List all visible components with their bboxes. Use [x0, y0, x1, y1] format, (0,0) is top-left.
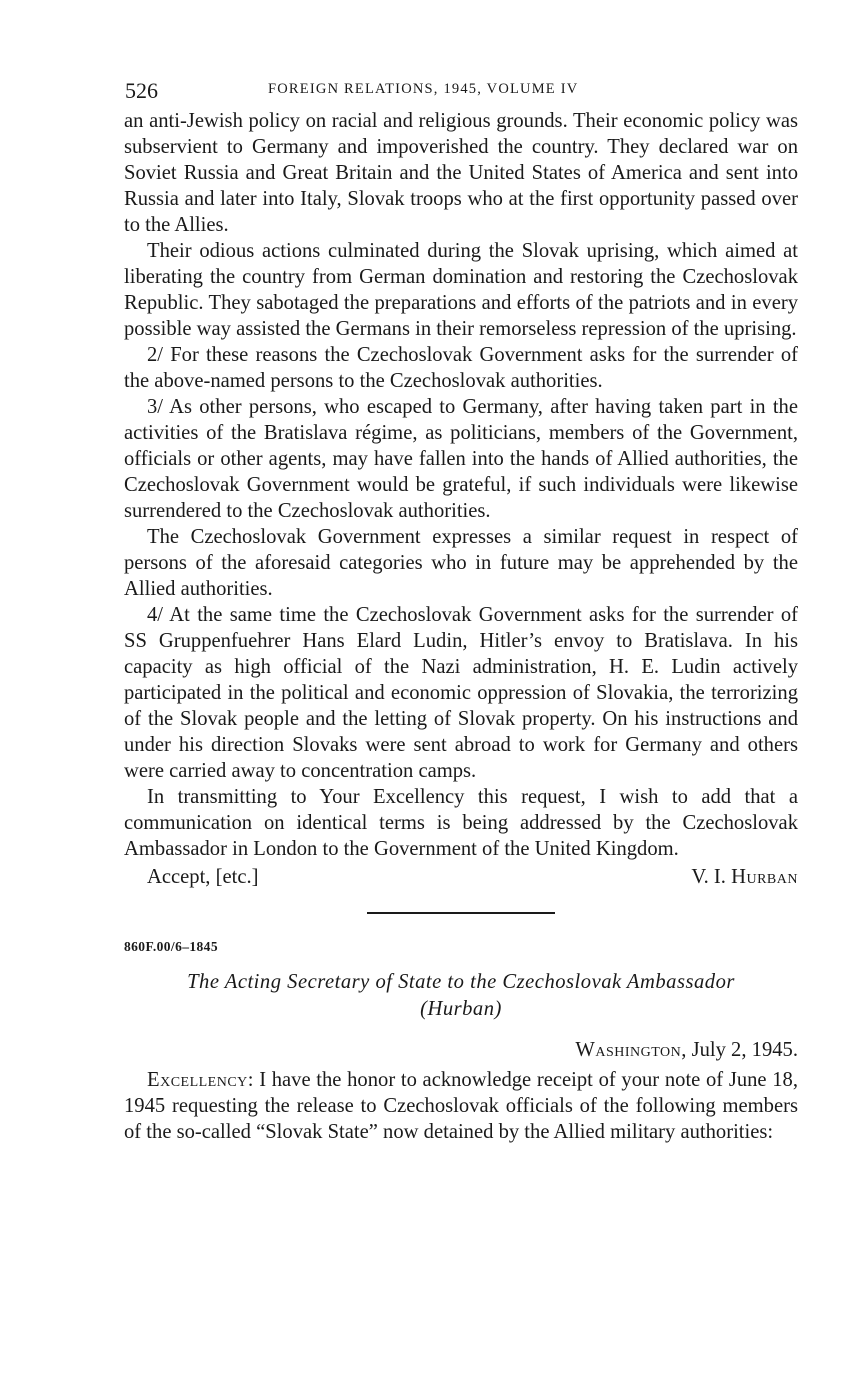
heading-line: (Hurban) — [420, 998, 502, 1020]
document-page — [124, 72, 798, 1145]
running-title: FOREIGN RELATIONS, 1945, VOLUME IV — [268, 81, 579, 97]
paragraph: In transmitting to Your Excellency this request, I wish to add that a communication on identical terms is being addressed by the Czechoslovak Ambassador in London to the Government of the United Kingdom. — [124, 786, 798, 860]
running-header — [124, 72, 798, 108]
paragraph: 3/ As other persons, who escaped to Germany, after having taken part in the activities of the Bratislava régime, as politicians, members of the Government, officials or other agents, may have fallen into the hands of Allied authorities, the Czechoslovak Government would be grateful, if such individuals were likewise surrendered to the Czechoslovak authorities. — [124, 396, 798, 522]
signature — [691, 864, 798, 890]
heading-line: The Acting Secretary of State to the Czechoslovak Ambassador — [187, 971, 735, 993]
paragraph — [124, 1067, 798, 1145]
salutation: Excellency — [147, 1069, 248, 1091]
reply-text: : I have the honor to acknowledge receipt of your note of June 18, 1945 requesting the release to Czechoslovak officials of the following members of the so-called “Slovak State” now detained by the Allied military authorities: — [124, 1069, 798, 1143]
dateline-place: Washington — [575, 1039, 682, 1061]
paragraph: 2/ For these reasons the Czechoslovak Government asks for the surrender of the above-named persons to the Czechoslovak authorities. — [124, 344, 798, 392]
dateline — [124, 1037, 798, 1063]
paragraph: 4/ At the same time the Czechoslovak Government asks for the surrender of SS Gruppenfuehrer Hans Elard Ludin, Hitler’s envoy to Bratislava. In his capacity as high official of the Nazi administration, H. E. Ludin actively participated in the political and economic oppression of Slovakia, the terrorizing of the Slovak people and the letting of Slovak property. On his instructions and under his direction Slovaks were sent abroad to work for Germany and others were carried away to concentration camps. — [124, 604, 798, 782]
signature-name: Hurban — [731, 866, 798, 888]
signature-initials: V. I. — [691, 866, 726, 888]
letter-body — [124, 108, 798, 862]
document-heading — [124, 969, 798, 1023]
file-reference: 860F.00/6–1845 — [124, 939, 218, 954]
letter-closing — [124, 862, 798, 892]
reply-body — [124, 1067, 798, 1145]
paragraph: Their odious actions culminated during the Slovak uprising, which aimed at liberating the country from German domination and restoring the Czechoslovak Republic. They sabotaged the preparations and efforts of the patriots and in every possible way assisted the Germans in their remorseless repression of the uprising. — [124, 240, 798, 340]
paragraph: an anti-Jewish policy on racial and religious grounds. Their economic policy was subservient to Germany and impoverished the country. They declared war on Soviet Russia and Great Britain and the United States of America and sent into Russia and later into Italy, Slovak troops who at the first opportunity passed over to the Allies. — [124, 110, 798, 236]
section-divider — [367, 912, 555, 914]
paragraph: The Czechoslovak Government expresses a similar request in respect of persons of the aforesaid categories who in future may be apprehended by the Allied authorities. — [124, 526, 798, 600]
dateline-date: , July 2, 1945. — [681, 1039, 798, 1061]
complimentary-close: Accept, [etc.] — [147, 866, 259, 888]
page-number: 526 — [125, 78, 158, 103]
